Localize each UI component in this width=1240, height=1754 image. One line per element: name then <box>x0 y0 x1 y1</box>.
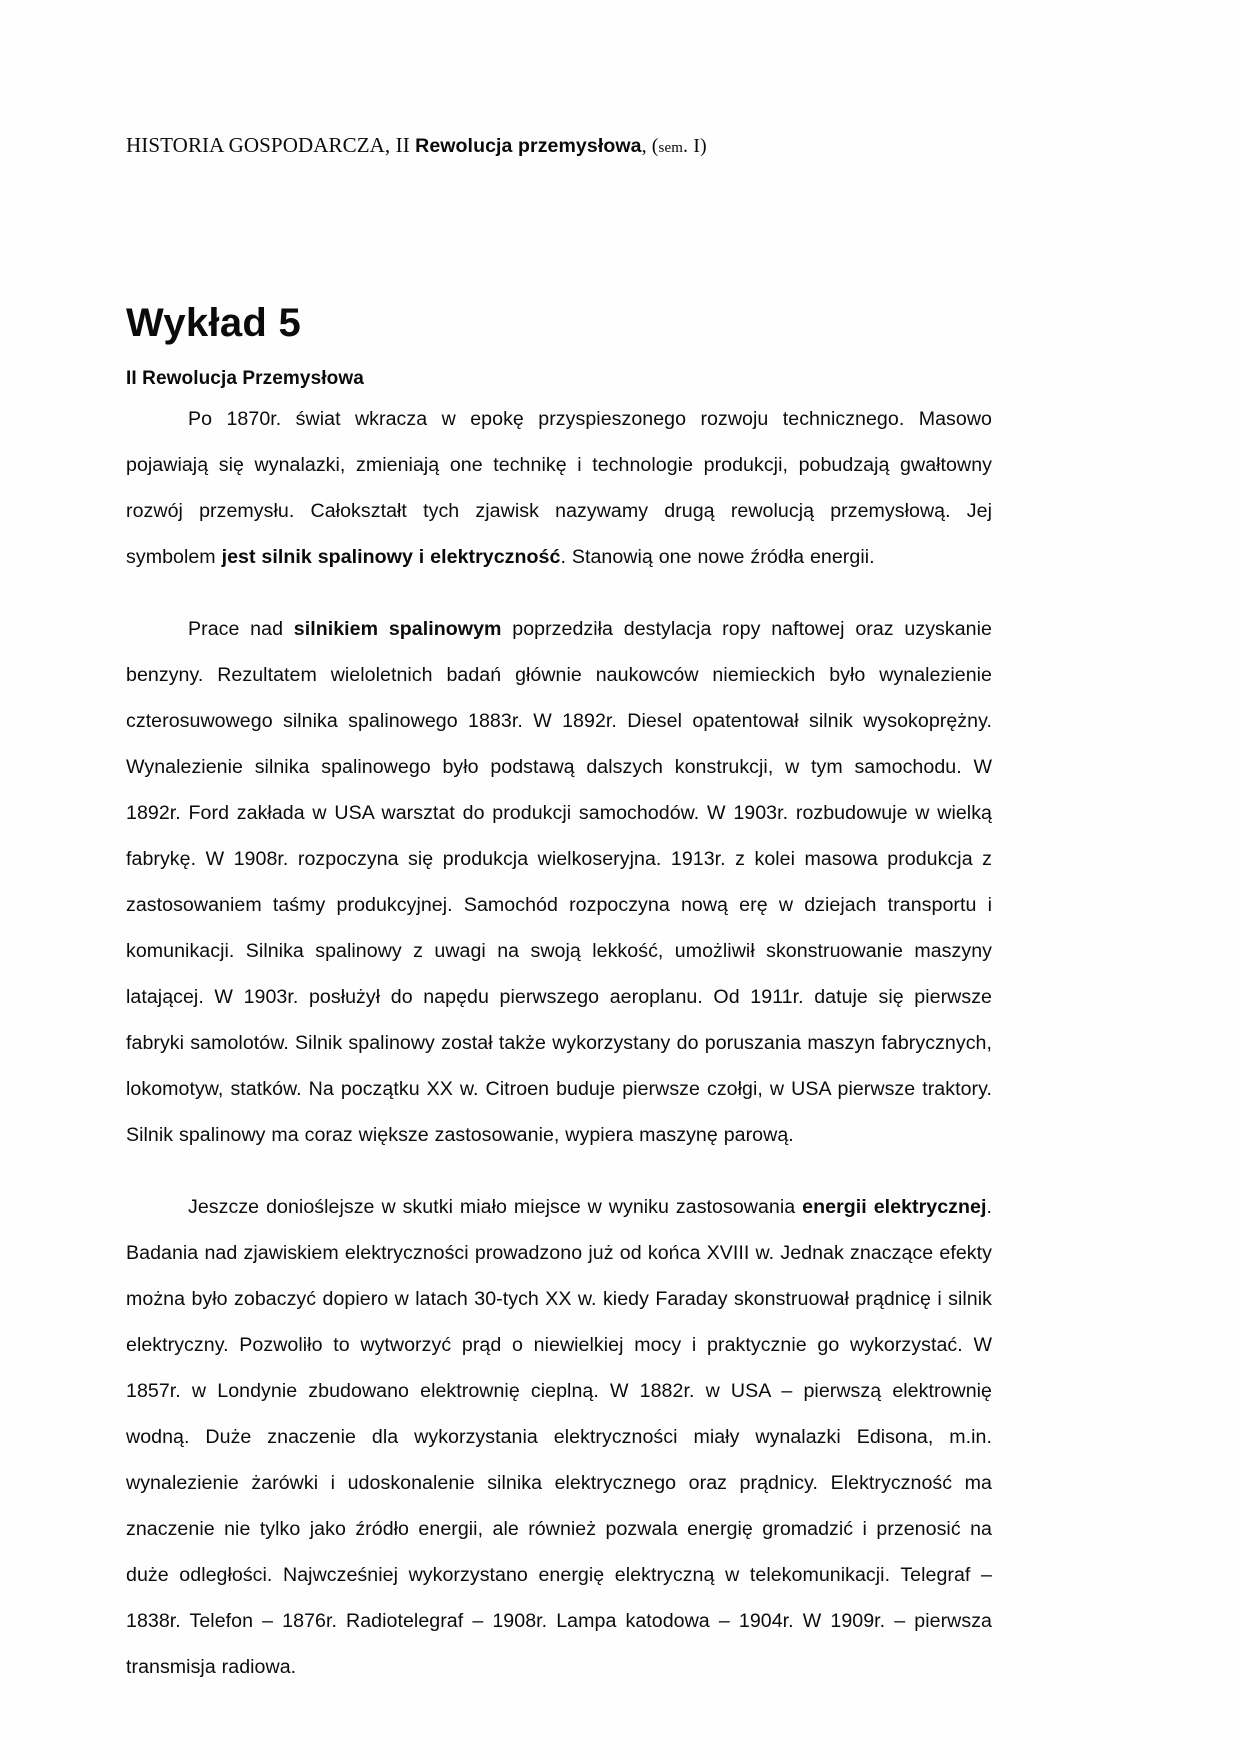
emphasis-text: jest silnik spalinowy i elektryczność <box>221 546 561 568</box>
running-header-emphasis: Rewolucja przemysłowa <box>415 135 642 157</box>
body-text: Prace nad <box>188 618 294 640</box>
body-text: Jeszcze donioślejsze w skutki miało miejsce w wyniku zastosowania <box>188 1196 803 1218</box>
running-header-prefix: HISTORIA GOSPODARCZA, II <box>126 133 416 157</box>
running-header-separator: , ( <box>641 135 659 157</box>
page-title: Wykład 5 <box>126 300 302 345</box>
emphasis-text: silnikiem spalinowym <box>293 618 502 640</box>
body-text: . Badania nad zjawiskiem elektryczności prowadzono już od końca XVIII w. Jednak znaczące efekty można było zobaczyć dopiero w latach 30-tych XX w. kiedy Faraday skonstruował prądnicę i silnik elektryczny. Pozwoliło to wytworzyć prąd o niewielkiej mocy i praktycznie go wykorzystać. W 1857r. w Londynie zbudowano elektrownię cieplną. W 1882r. w USA – pierwszą elektrownię wodną. Duże znaczenie dla wykorzystania elektryczności miały wynalazki Edisona, m.in. wynalezienie żarówki i udoskonalenie silnika elektrycznego oraz prądnicy. Elektryczność ma znaczenie nie tylko jako źródło energii, ale również pozwala energię gromadzić i przenosić na duże odległości. Najwcześniej wykorzystano energię elektryczną w telekomunikacji. Telegraf – 1838r. Telefon – 1876r. Radiotelegraf – 1908r. Lampa katodowa – 1904r. W 1909r. – pierwsza transmisja radiowa. <box>126 1196 992 1678</box>
running-header-suffix: . I) <box>683 135 707 157</box>
body-text: . Stanowią one nowe źródła energii. <box>560 546 875 568</box>
running-header <box>126 133 1026 160</box>
running-header-semester-abbrev: sem <box>658 140 684 156</box>
document-body <box>126 396 992 1716</box>
emphasis-text: energii elektrycznej <box>802 1196 987 1218</box>
section-heading: II Rewolucja Przemysłowa <box>126 367 364 389</box>
paragraph-3 <box>126 1184 992 1690</box>
paragraph-1 <box>126 396 992 580</box>
body-text: Po 1870r. świat wkracza w epokę przyspieszonego rozwoju technicznego. Masowo pojawiają się wynalazki, zmieniają one technikę i technologie produkcji, pobudzają gwałtowny rozwój przemysłu. Całokształt tych zjawisk nazywamy drugą rewolucją przemysłową. Jej symbolem <box>126 408 992 568</box>
paragraph-2 <box>126 606 992 1158</box>
body-text: poprzedziła destylacja ropy naftowej oraz uzyskanie benzyny. Rezultatem wieloletnich badań głównie naukowców niemieckich było wynalezienie czterosuwowego silnika spalinowego 1883r. W 1892r. Diesel opatentował silnik wysokoprężny. Wynalezienie silnika spalinowego było podstawą dalszych konstrukcji, w tym samochodu. W 1892r. Ford zakłada w USA warsztat do produkcji samochodów. W 1903r. rozbudowuje w wielką fabrykę. W 1908r. rozpoczyna się produkcja wielkoseryjna. 1913r. z kolei masowa produkcja z zastosowaniem taśmy produkcyjnej. Samochód rozpoczyna nową erę w dziejach transportu i komunikacji. Silnika spalinowy z uwagi na swoją lekkość, umożliwił skonstruowanie maszyny latającej. W 1903r. posłużył do napędu pierwszego aeroplanu. Od 1911r. datuje się pierwsze fabryki samolotów. Silnik spalinowy został także wykorzystany do poruszania maszyn fabrycznych, lokomotyw, statków. Na początku XX w. Citroen buduje pierwsze czołgi, w USA pierwsze traktory. Silnik spalinowy ma coraz większe zastosowanie, wypiera maszynę parową. <box>126 618 992 1146</box>
